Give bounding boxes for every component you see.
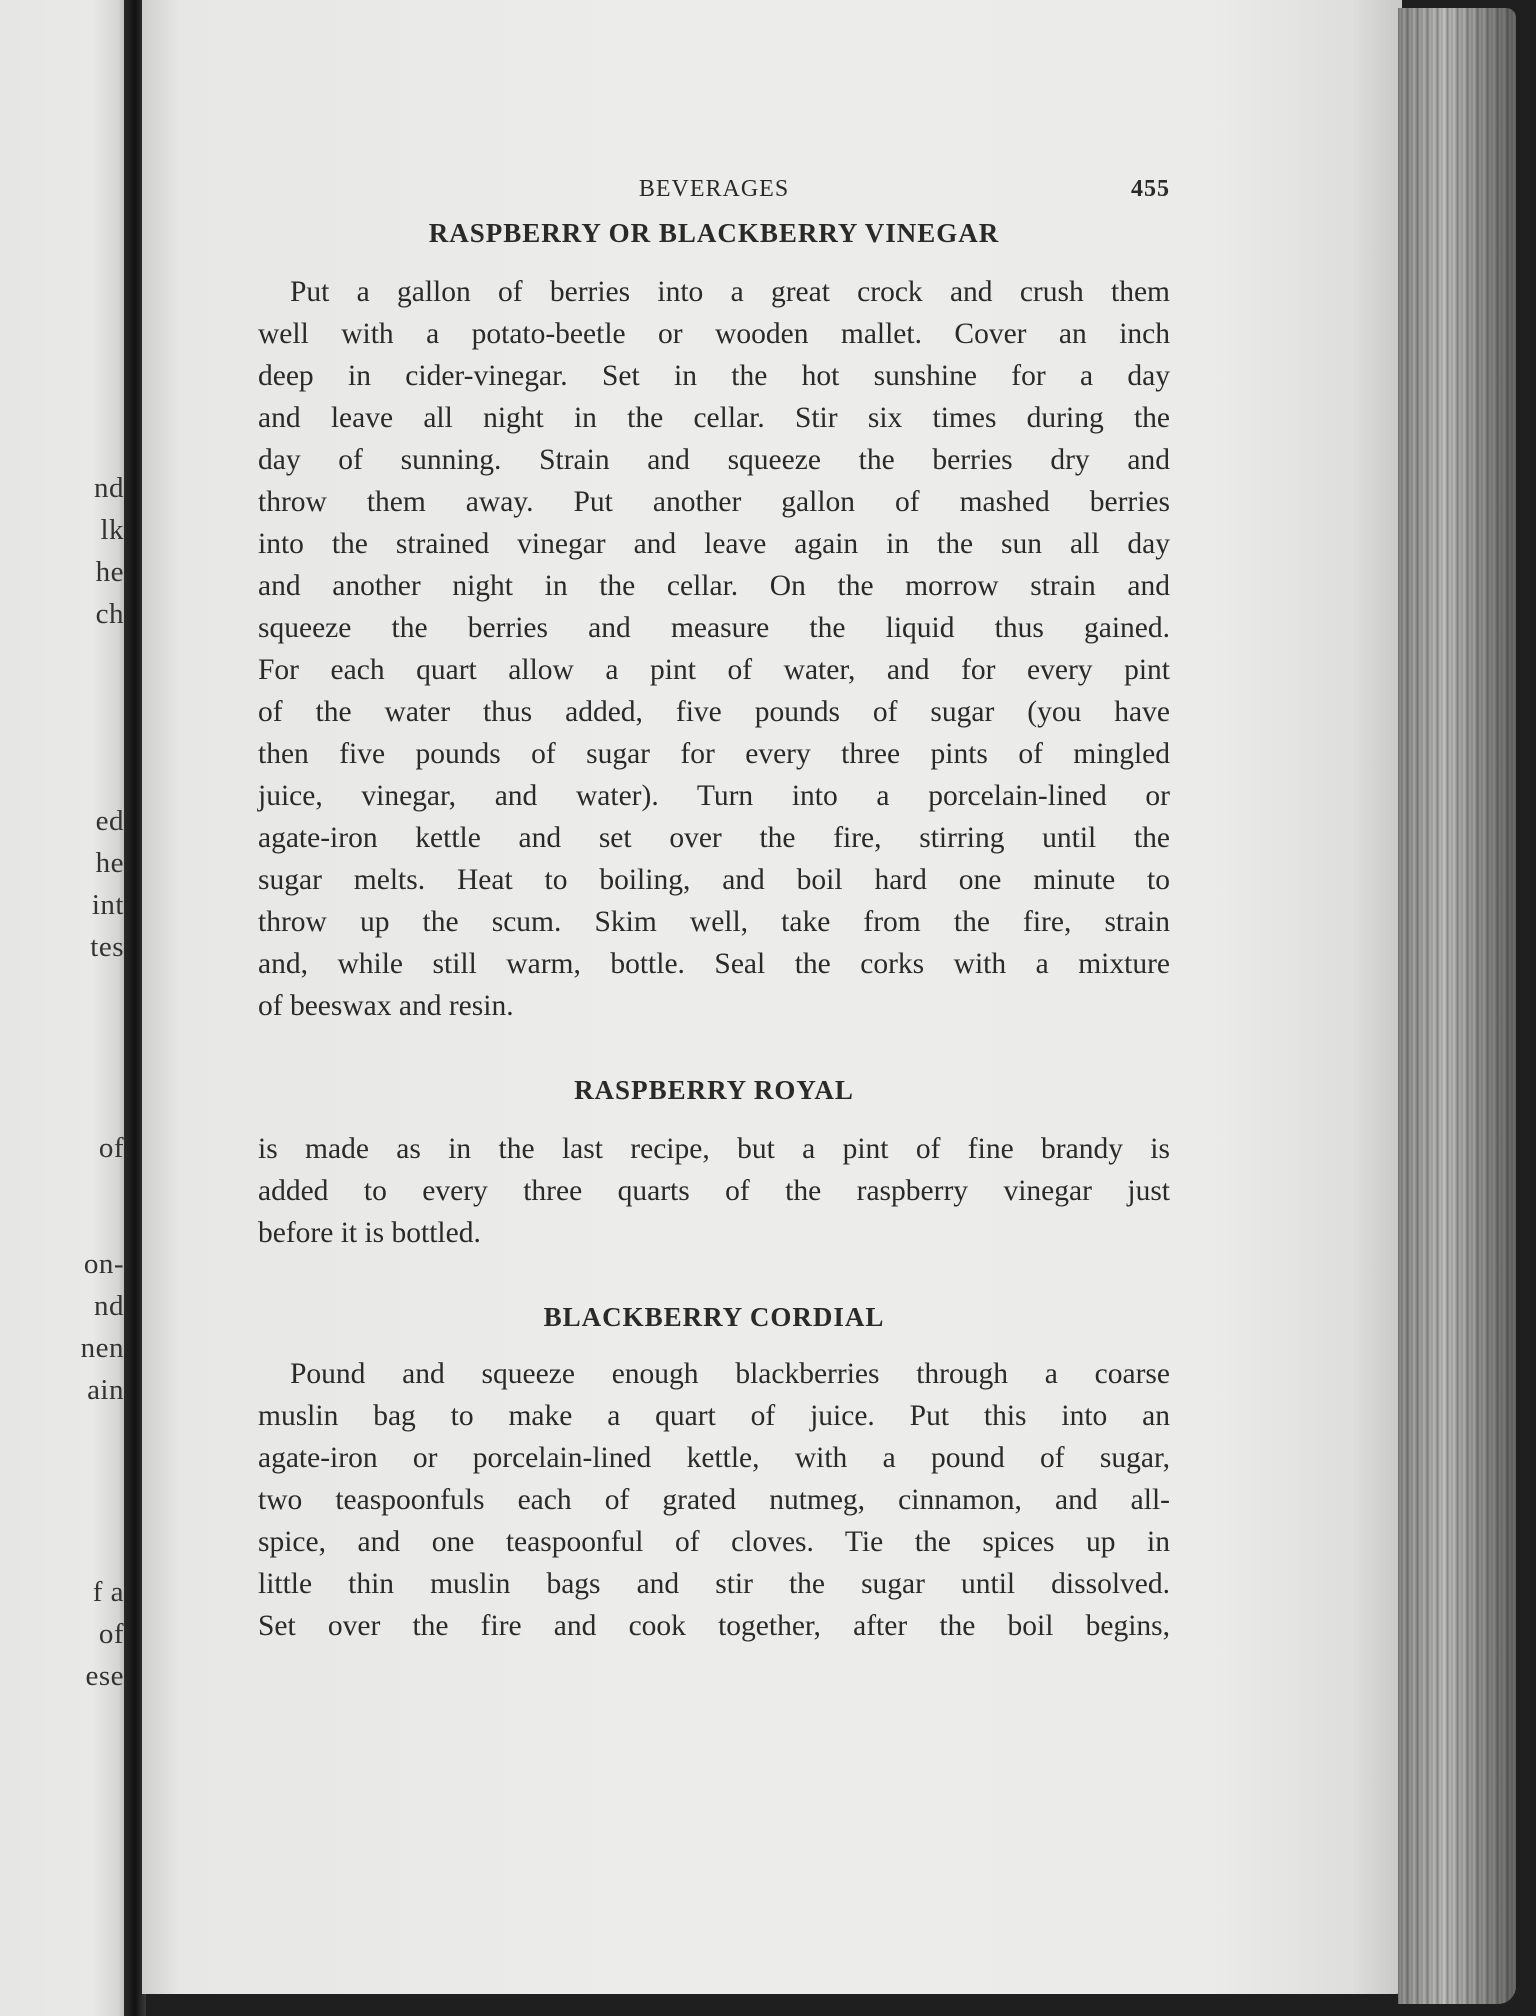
paragraph-line: Set over the fire and cook together, after the boil begins, [258,1610,1170,1642]
left-text-fragment: nd [94,472,124,504]
left-text-fragment: of [98,1618,124,1650]
paragraph-line: day of sunning. Strain and squeeze the berries dry and [258,444,1170,476]
paragraph-line: Put a gallon of berries into a great crock and crush them [290,276,1170,308]
left-text-fragment: ese [85,1660,124,1692]
paragraph-line: For each quart allow a pint of water, and for every pint [258,654,1170,686]
paragraph-line: throw up the scum. Skim well, take from the fire, strain [258,906,1170,938]
paragraph-line: two teaspoonfuls each of grated nutmeg, cinnamon, and all- [258,1484,1170,1516]
paragraph-line: is made as in the last recipe, but a pint of fine brandy is [258,1133,1170,1165]
page-number: 455 [1131,176,1170,202]
left-text-fragment: nd [94,1290,124,1322]
paragraph-line: throw them away. Put another gallon of mashed berries [258,486,1170,518]
paragraph-line: of the water thus added, five pounds of sugar (you have [258,696,1170,728]
paragraph-line: spice, and one teaspoonful of cloves. Tie the spices up in [258,1526,1170,1558]
paragraph-line: little thin muslin bags and stir the sugar until dissolved. [258,1568,1170,1600]
paragraph-line: into the strained vinegar and leave again in the sun all day [258,528,1170,560]
section-paragraph [258,271,1170,1027]
section-paragraph [258,1353,1170,1647]
left-text-fragment: int [91,889,124,921]
left-text-fragment: ch [95,598,124,630]
paragraph-line: then five pounds of sugar for every three pints of mingled [258,738,1170,770]
left-text-fragment: nen [80,1332,124,1364]
paragraph-line: and another night in the cellar. On the morrow strain and [258,570,1170,602]
paragraph-line: agate-iron kettle and set over the fire, stirring until the [258,822,1170,854]
left-text-fragment: tes [90,931,124,963]
left-text-fragment: he [95,847,124,879]
paragraph-line: squeeze the berries and measure the liquid thus gained. [258,612,1170,644]
paragraph-line: added to every three quarts of the raspberry vinegar just [258,1175,1170,1207]
left-text-fragment: ain [87,1374,124,1406]
left-text-fragment: he [95,556,124,588]
paragraph-line: agate-iron or porcelain-lined kettle, with a pound of sugar, [258,1442,1170,1474]
left-text-fragment: of [98,1132,124,1164]
left-text-fragment: on- [83,1248,124,1280]
section-paragraph [258,1128,1170,1254]
section-title: RASPBERRY OR BLACKBERRY VINEGAR [428,218,1000,248]
left-text-fragment: lk [100,514,124,546]
paragraph-line: of beeswax and resin. [258,990,514,1022]
page-text [258,170,1170,1647]
paragraph-line: Pound and squeeze enough blackberries through a coarse [290,1358,1170,1390]
running-head [258,170,1170,214]
paragraph-line: and leave all night in the cellar. Stir six times during the [258,402,1170,434]
paragraph-line: and, while still warm, bottle. Seal the corks with a mixture [258,948,1170,980]
running-head-title: BEVERAGES [638,176,790,202]
paragraph-line: sugar melts. Heat to boiling, and boil hard one minute to [258,864,1170,896]
paragraph-line: before it is bottled. [258,1217,481,1249]
section-title: RASPBERRY ROYAL [574,1075,854,1105]
left-facing-page [0,0,132,2016]
left-text-fragment: ed [95,805,124,837]
page-edges [1398,8,1516,2004]
left-text-fragment: f a [92,1576,124,1608]
section-title: BLACKBERRY CORDIAL [543,1302,885,1332]
paragraph-line: deep in cider-vinegar. Set in the hot sunshine for a day [258,360,1170,392]
paragraph-line: well with a potato-beetle or wooden mallet. Cover an inch [258,318,1170,350]
paragraph-line: muslin bag to make a quart of juice. Put this into an [258,1400,1170,1432]
paragraph-line: juice, vinegar, and water). Turn into a porcelain-lined or [258,780,1170,812]
